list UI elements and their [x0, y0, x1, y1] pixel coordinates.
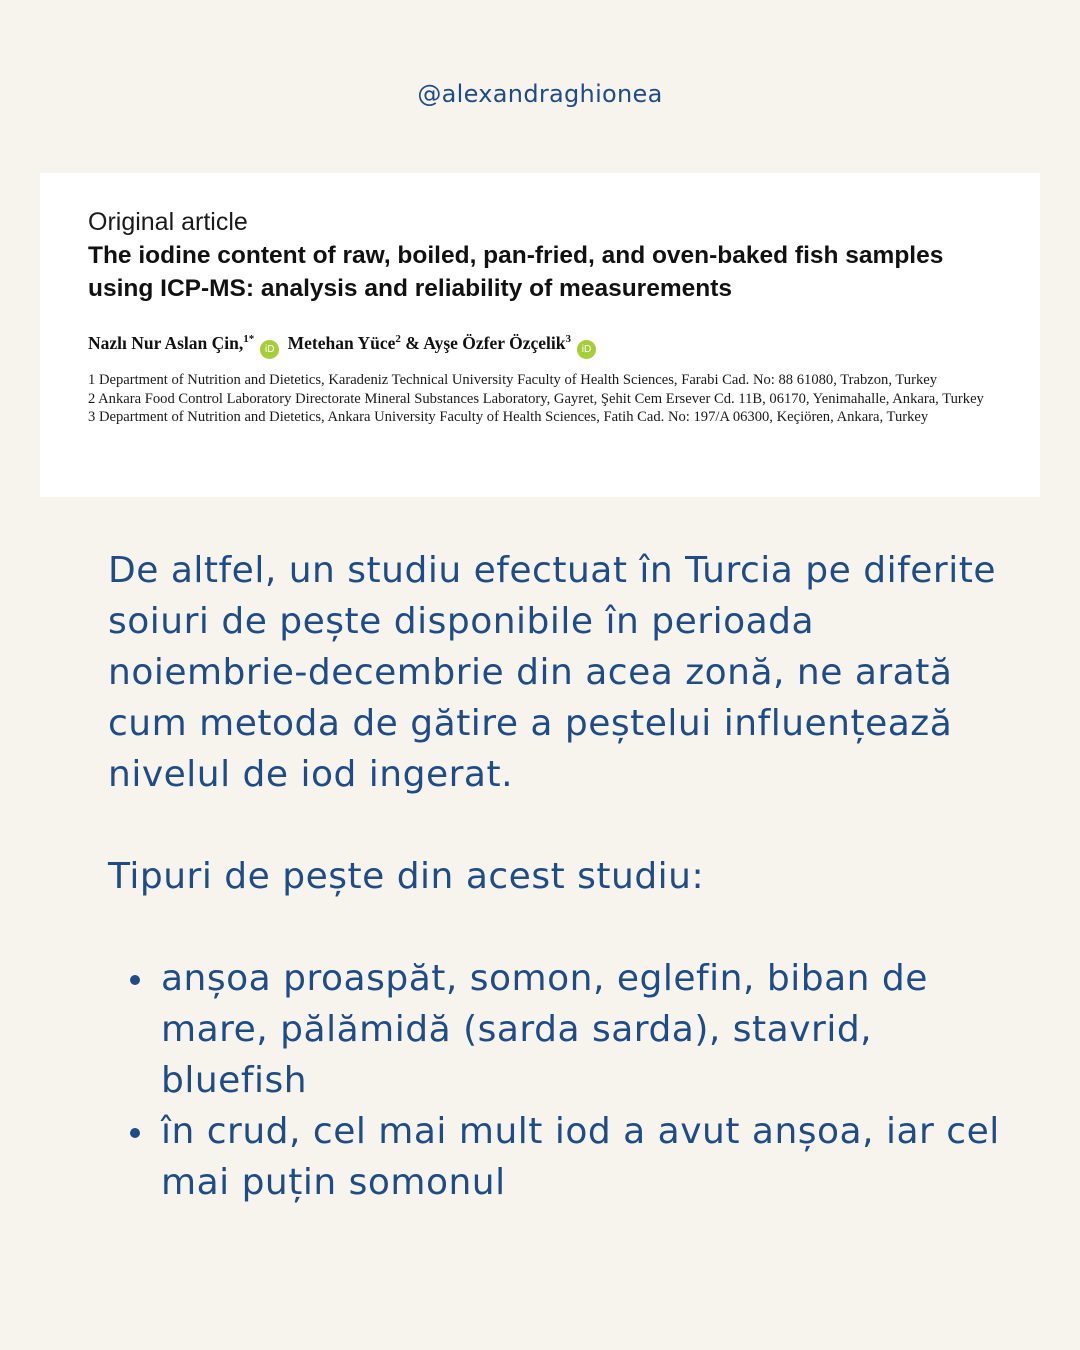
- affiliation-item: 3 Department of Nutrition and Dietetics, Ankara University Faculty of Health Sciences, Fatih Cad. No: 197/A 06300, Keçiören, Ankara, Turkey: [88, 409, 929, 425]
- author-name: Metehan Yüce: [287, 333, 396, 353]
- affiliation-item: 2 Ankara Food Control Laboratory Directorate Mineral Substances Laboratory, Gayret, Şehit Cem Ersever Cd. 11B, 06170, Yenimahalle, Ankara, Turkey: [88, 390, 984, 407]
- orcid-icon[interactable]: iD: [260, 340, 279, 359]
- list-item: [108, 1106, 1008, 1208]
- intro-paragraph: De altfel, un studiu efectuat în Turcia pe diferite soiuri de pește disponibile în perioada noiembrie-decembrie din acea zonă, ne arată cum metoda de gătire a peștelui influențează nivelul de iod ingerat.: [108, 550, 996, 795]
- article-title: The iodine content of raw, boiled, pan-fried, and oven-baked fish samples using ICP-MS: analysis and reliability of measurements: [88, 242, 944, 302]
- author-list: [88, 329, 992, 359]
- list-item-text: anșoa proaspăt, somon, eglefin, biban de mare, pălămidă (sarda sarda), stavrid, bluefish: [161, 958, 928, 1101]
- article-type: Original article: [88, 208, 248, 236]
- author-handle: @alexandraghionea: [417, 80, 663, 108]
- author-name: Nazlı Nur Aslan Çin,: [88, 333, 244, 353]
- affiliation-list: [88, 371, 992, 427]
- author-affiliation-mark: 3: [565, 333, 571, 345]
- author-name: & Ayşe Özfer Özçelik: [405, 333, 566, 353]
- orcid-icon[interactable]: iD: [577, 340, 596, 359]
- fish-types-heading: Tipuri de pește din acest studiu:: [108, 856, 705, 897]
- fish-types-list: [108, 953, 1008, 1208]
- list-item-text: în crud, cel mai mult iod a avut anșoa, iar cel mai puțin somonul: [161, 1111, 1000, 1203]
- list-item: [108, 953, 1008, 1106]
- bullet-icon: [130, 1128, 140, 1138]
- article-header-screenshot: [40, 173, 1040, 497]
- affiliation-item: 1 Department of Nutrition and Dietetics, Karadeniz Technical University Faculty of Health Sciences, Farabi Cad. No: 88 61080, Trabzon, Turkey: [88, 372, 938, 388]
- author-affiliation-mark: 1*: [243, 333, 255, 345]
- post-body: [108, 545, 1008, 1208]
- bullet-icon: [130, 975, 140, 985]
- author-affiliation-mark: 2: [395, 333, 401, 345]
